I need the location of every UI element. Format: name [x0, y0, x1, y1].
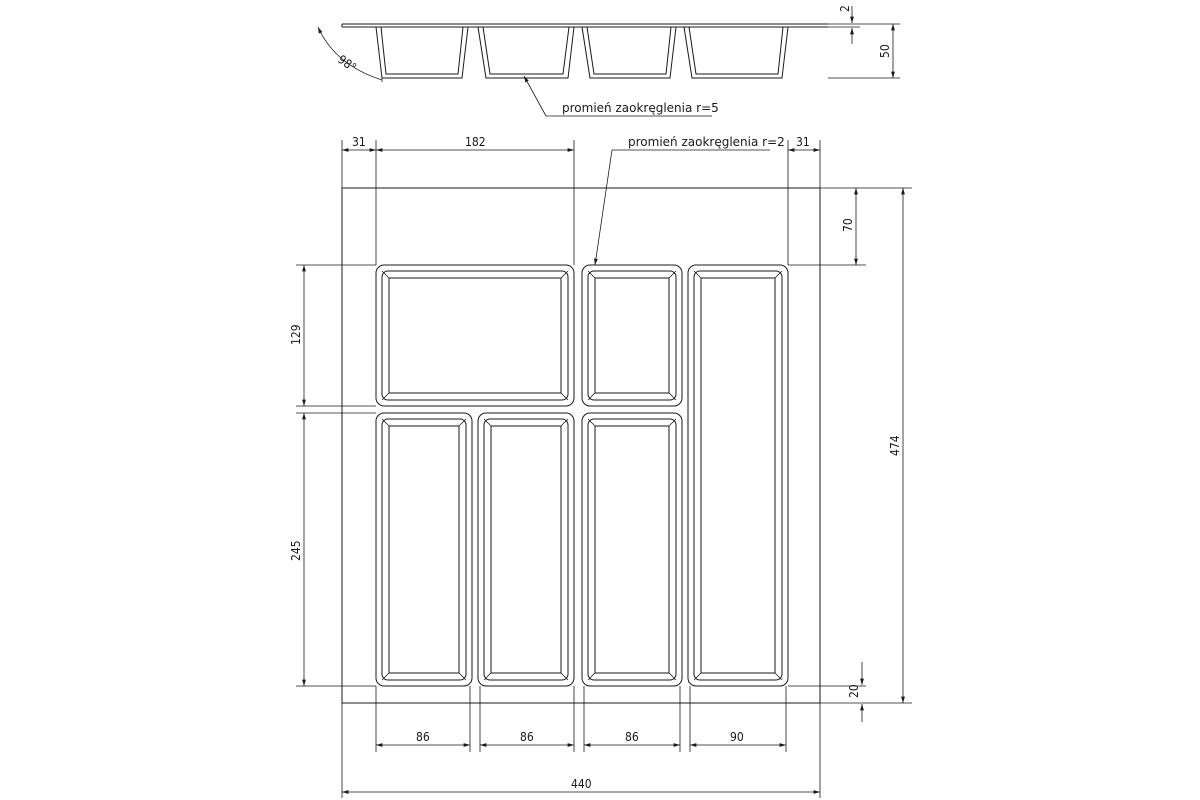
compartment-width-3-label: 86	[625, 730, 639, 744]
radius-r2-note: promień zaokręglenia r=2	[628, 135, 785, 149]
bottom-offset-label: 20	[847, 684, 861, 698]
compartment-top-middle	[582, 265, 682, 406]
compartment-width-2-label: 86	[520, 730, 534, 744]
radius-r5-note: promień zaokręglenia r=5	[562, 101, 719, 115]
compartment-right-long	[688, 265, 788, 686]
compartment-bottom-1	[376, 413, 472, 686]
bottom-row-depth-label: 245	[289, 540, 303, 561]
side-view	[318, 5, 900, 116]
compartment-width-4-label: 90	[730, 730, 744, 744]
overall-depth-label: 474	[888, 435, 902, 456]
right-margin-label: 31	[796, 135, 810, 149]
top-offset-label: 70	[841, 218, 855, 232]
compartment-width-1-label: 86	[416, 730, 430, 744]
compartment-bottom-3	[582, 413, 682, 686]
compartment-bottom-2	[478, 413, 574, 686]
thickness-label: 2	[838, 5, 852, 12]
top-view	[289, 135, 912, 798]
angle-label: 98°	[335, 52, 359, 75]
compartment-top-left	[376, 265, 574, 406]
height-label: 50	[878, 44, 892, 58]
top-row-depth-label: 129	[289, 324, 303, 345]
top-left-compartment-width-label: 182	[465, 135, 486, 149]
overall-width-label: 440	[571, 777, 592, 791]
left-margin-label: 31	[352, 135, 366, 149]
